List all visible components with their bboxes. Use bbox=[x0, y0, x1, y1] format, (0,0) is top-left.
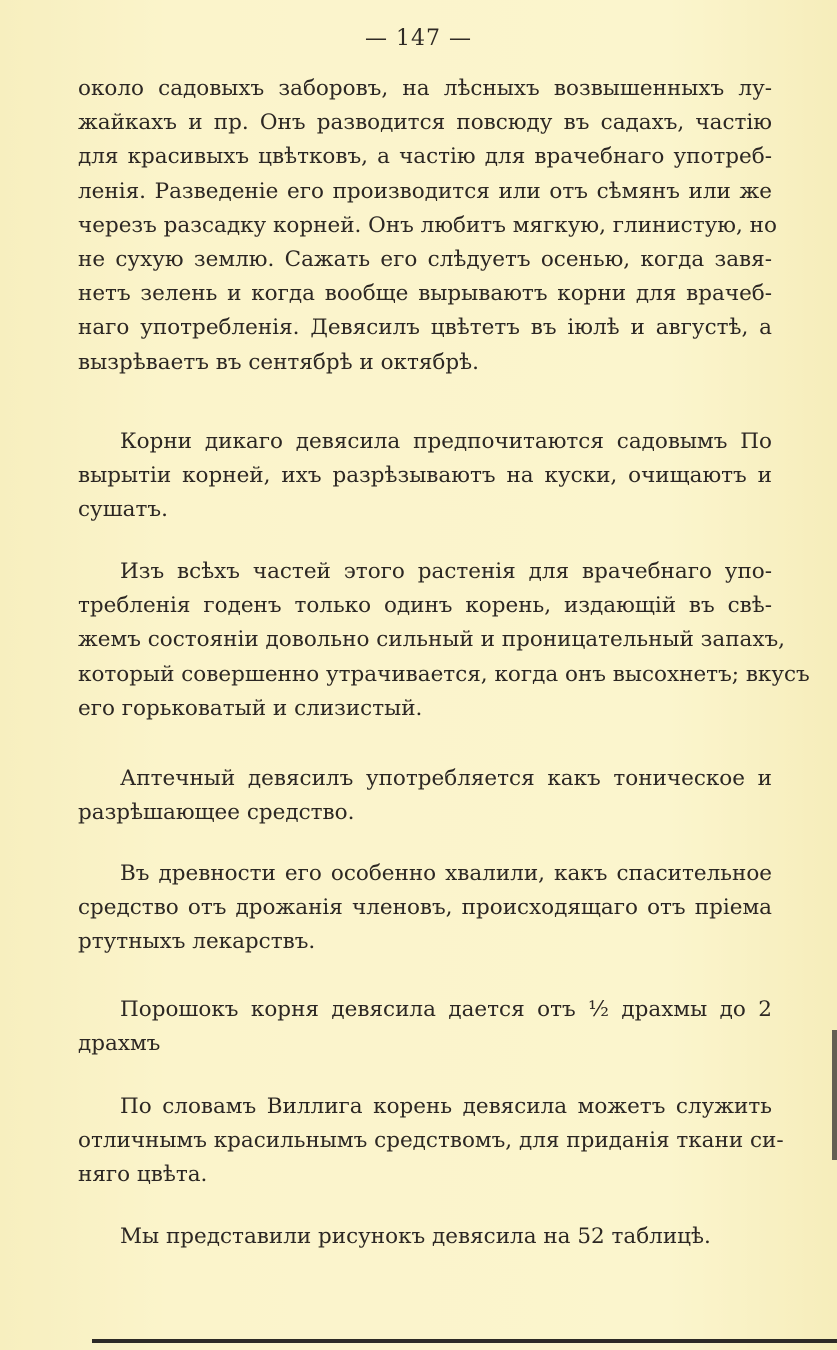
text-line: не сухую землю. Сажать его слѣдуетъ осенью, когда завя- bbox=[78, 247, 772, 273]
text-line: драхмъ bbox=[78, 1031, 161, 1057]
paragraph-5 bbox=[78, 857, 772, 960]
paragraph-1 bbox=[78, 72, 777, 380]
text-line: Въ древности его особенно хвалили, какъ спасительное bbox=[120, 861, 772, 886]
text-line: Мы представили рисунокъ девясила на 52 таблицѣ. bbox=[120, 1224, 711, 1249]
text-line: разрѣшающее средство. bbox=[78, 800, 355, 826]
text-line: его горьковатый и слизистый. bbox=[78, 695, 423, 721]
text-line: жайкахъ и пр. Онъ разводится повсюду въ садахъ, частію bbox=[78, 110, 772, 136]
bottom-rule-divider bbox=[92, 1339, 837, 1343]
paragraph-8 bbox=[78, 1220, 772, 1254]
text-line: вызрѣваетъ въ сентябрѣ и октябрѣ. bbox=[78, 349, 479, 375]
page-number: — 147 — bbox=[365, 26, 472, 51]
text-line: сушатъ. bbox=[78, 497, 168, 523]
text-line: ртутныхъ лекарствъ. bbox=[78, 929, 316, 955]
text-line: Аптечный девясилъ употребляется какъ тоническое и bbox=[120, 766, 772, 791]
paragraph-2 bbox=[78, 425, 772, 528]
text-line: ленія. Разведеніе его производится или отъ сѣмянъ или же bbox=[78, 178, 772, 204]
text-line: жемъ состояніи довольно сильный и проницательный запахъ, bbox=[78, 627, 786, 653]
text-line: Порошокъ корня девясила дается отъ ½ драхмы до 2 bbox=[120, 997, 772, 1022]
text-line: нетъ зелень и когда вообще вырываютъ корни для врачеб- bbox=[78, 281, 772, 307]
text-line: который совершенно утрачивается, когда онъ высохнетъ; вкусъ bbox=[78, 661, 810, 687]
text-line: требленія годенъ только одинъ корень, издающій въ свѣ- bbox=[78, 593, 772, 619]
text-line: около садовыхъ заборовъ, на лѣсныхъ возвышенныхъ лу- bbox=[78, 76, 772, 101]
text-line: черезъ разсадку корней. Онъ любитъ мягкую, глинистую, но bbox=[78, 212, 777, 238]
page-edge-shadow bbox=[832, 1030, 837, 1160]
text-line: для красивыхъ цвѣтковъ, а частію для врачебнаго употреб- bbox=[78, 144, 772, 170]
text-line: вырытіи корней, ихъ разрѣзываютъ на куски, очищаютъ и bbox=[78, 463, 772, 489]
text-line: Корни дикаго девясила предпочитаются садовымъ По bbox=[120, 429, 772, 454]
paragraph-3 bbox=[78, 555, 810, 726]
paragraph-6 bbox=[78, 993, 772, 1061]
paragraph-7 bbox=[78, 1090, 784, 1193]
text-line: няго цвѣта. bbox=[78, 1162, 208, 1188]
text-line: средство отъ дрожанія членовъ, происходящаго отъ пріема bbox=[78, 895, 772, 921]
text-line: По словамъ Виллига корень девясила можетъ служить bbox=[120, 1094, 772, 1119]
text-line: отличнымъ красильнымъ средствомъ, для приданія ткани си- bbox=[78, 1128, 784, 1154]
text-line: Изъ всѣхъ частей этого растенія для врачебнаго упо- bbox=[120, 559, 772, 584]
paragraph-4 bbox=[78, 762, 772, 830]
text-line: наго употребленія. Девясилъ цвѣтетъ въ іюлѣ и августѣ, а bbox=[78, 315, 772, 341]
